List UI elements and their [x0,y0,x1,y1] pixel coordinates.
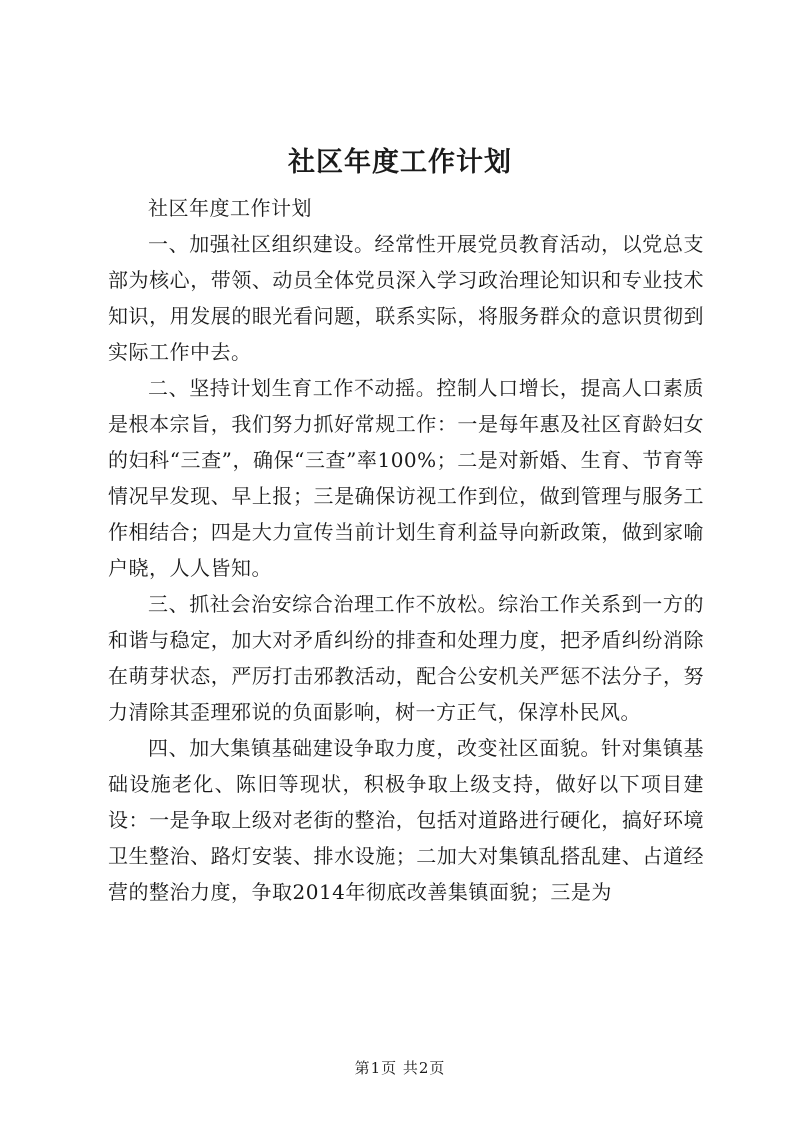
paragraph-subtitle: 社区年度工作计划 [148,196,312,220]
paragraph-section-3: 三、抓社会治安综合治理工作不放松。综治工作关系到一方的和谐与稳定，加大对矛盾纠纷的排查和处理力度，把矛盾纠纷消除在萌芽状态，严厉打击邪教活动，配合公安机关严惩不法分子，努力清除其歪理邪说的负面影响，树一方正气，保淳朴民风。 [108,592,704,724]
paragraph-section-1: 一、加强社区组织建设。经常性开展党员教育活动，以党总支部为核心，带领、动员全体党员深入学习政治理论知识和专业技术知识，用发展的眼光看问题，联系实际，将服务群众的意识贯彻到实际工作中去。 [108,232,704,364]
paragraph-section-4: 四、加大集镇基础建设争取力度，改变社区面貌。针对集镇基础设施老化、陈旧等现状，积极争取上级支持，做好以下项目建设：一是争取上级对老街的整治，包括对道路进行硬化，搞好环境卫生整治、路灯安装、排水设施；二加大对集镇乱搭乱建、占道经营的整治力度，争取2014年彻底改善集镇面貌；三是为 [108,736,704,904]
document-title: 社区年度工作计划 [288,147,512,178]
paragraph-section-2: 二、坚持计划生育工作不动摇。控制人口增长，提高人口素质是根本宗旨，我们努力抓好常规工作：一是每年惠及社区育龄妇女的妇科“三查”，确保“三查”率100%；二是对新婚、生育、节育等情况早发现、早上报；三是确保访视工作到位，做到管理与服务工作相结合；四是大力宣传当前计划生育利益导向新政策，做到家喻户晓，人人皆知。 [108,376,704,580]
page-number-label: 第1页 共2页 [354,1059,446,1077]
page-footer [0,1058,800,1078]
document-body [108,190,704,910]
